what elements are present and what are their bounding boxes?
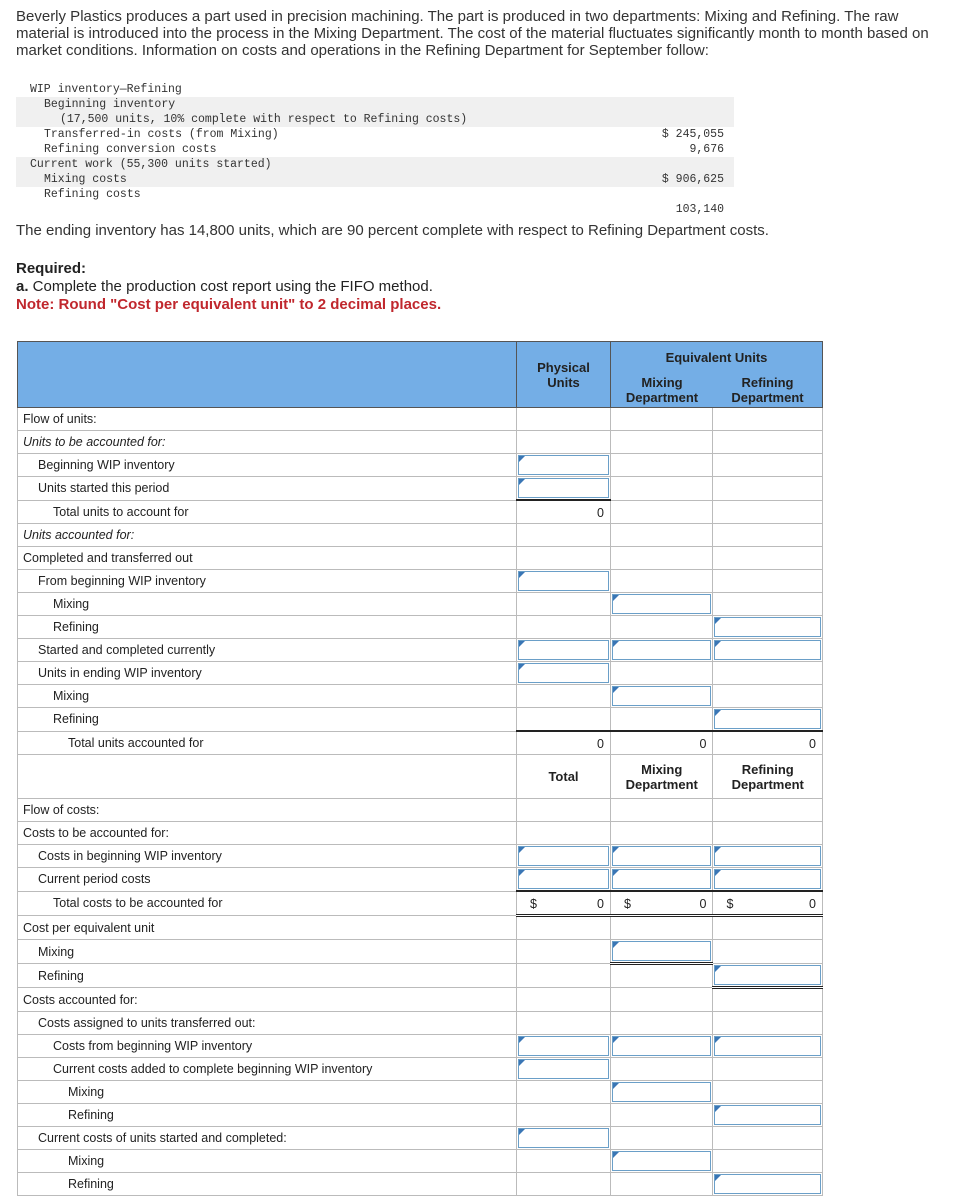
row-cpeu-mixing: Mixing: [18, 940, 517, 964]
row-costs-assigned: Costs assigned to units transferred out:: [18, 1012, 517, 1035]
current-started-mixing-input[interactable]: [611, 1150, 713, 1173]
from-beg-refining-input[interactable]: [713, 616, 823, 639]
info-refining-costs-value: 103,140: [675, 203, 724, 216]
ending-wip-physical-input[interactable]: [517, 662, 611, 685]
row-units-ending-wip: Units in ending WIP inventory: [18, 662, 517, 685]
total-units-accounted-mixing: 0: [611, 731, 713, 755]
info-transferred-in-value: $ 245,055: [661, 128, 724, 141]
started-completed-mixing-input[interactable]: [611, 639, 713, 662]
header-mixing-dept: Mixing Department: [625, 375, 699, 405]
wip-info-block: [16, 82, 734, 217]
units-started-physical-input[interactable]: [517, 477, 611, 501]
row-cpeu-refining: Refining: [18, 964, 517, 988]
row-costs-from-beg: Costs from beginning WIP inventory: [18, 1035, 517, 1058]
row-current-added: Current costs added to complete beginning WIP inventory: [18, 1058, 517, 1081]
row-costs-accounted: Costs accounted for:: [18, 988, 517, 1012]
from-beg-wip-physical-input[interactable]: [517, 570, 611, 593]
rounding-note: Note: Round "Cost per equivalent unit" to 2 decimal places.: [16, 296, 442, 313]
row-from-beg-refining: Refining: [18, 616, 517, 639]
part-a-letter: a.: [16, 278, 29, 295]
row-current-added-refining: Refining: [18, 1104, 517, 1127]
ending-wip-refining-input[interactable]: [713, 708, 823, 732]
started-completed-physical-input[interactable]: [517, 639, 611, 662]
current-added-refining-input[interactable]: [713, 1104, 823, 1127]
total-units-accounted-physical: 0: [517, 731, 611, 755]
started-completed-refining-input[interactable]: [713, 639, 823, 662]
total-units-physical: 0: [517, 500, 611, 524]
row-current-added-mixing: Mixing: [18, 1081, 517, 1104]
row-beg-wip: Beginning WIP inventory: [18, 454, 517, 477]
total-costs-refining: $ 0: [713, 891, 823, 916]
row-cost-per-eu: Cost per equivalent unit: [18, 916, 517, 940]
required-heading: Required:: [16, 260, 87, 277]
row-total-costs: Total costs to be accounted for: [18, 891, 517, 916]
row-units-started: Units started this period: [18, 477, 517, 501]
current-period-refining-input[interactable]: [713, 868, 823, 892]
row-completed-transferred: Completed and transferred out: [18, 547, 517, 570]
part-a-text: Complete the production cost report using the FIFO method.: [28, 278, 433, 295]
row-ending-mixing: Mixing: [18, 685, 517, 708]
costs-beg-wip-total-input[interactable]: [517, 845, 611, 868]
row-current-started: Current costs of units started and completed:: [18, 1127, 517, 1150]
costs-from-beg-refining-input[interactable]: [713, 1035, 823, 1058]
row-total-units-accounted: Total units accounted for: [18, 731, 517, 755]
subheader-mixing: Mixing Department: [611, 755, 713, 799]
row-from-beg-mixing: Mixing: [18, 593, 517, 616]
total-units-accounted-refining: 0: [713, 731, 823, 755]
ending-inventory-text: The ending inventory has 14,800 units, which are 90 percent complete with respect to Refining Department costs.: [16, 222, 769, 239]
current-added-mixing-input[interactable]: [611, 1081, 713, 1104]
row-costs-to-account: Costs to be accounted for:: [18, 822, 517, 845]
total-costs-total: $ 0: [517, 891, 611, 916]
header-equivalent-units: [611, 342, 823, 408]
info-refining-conv: Refining conversion costs: [44, 143, 217, 156]
current-period-total-input[interactable]: [517, 868, 611, 892]
row-flow-of-costs: Flow of costs:: [18, 799, 517, 822]
row-flow-of-units: Flow of units:: [18, 408, 517, 431]
header-refining-dept: Refining Department: [731, 375, 804, 405]
row-units-accounted: Units accounted for:: [18, 524, 517, 547]
info-transferred-in: Transferred-in costs (from Mixing): [44, 128, 279, 141]
row-from-beg-wip: From beginning WIP inventory: [18, 570, 517, 593]
info-beg-inv: Beginning inventory: [44, 98, 176, 111]
row-total-units-account: Total units to account for: [18, 500, 517, 524]
total-costs-mixing: $ 0: [611, 891, 713, 916]
info-refining-costs: Refining costs: [44, 188, 141, 201]
subheader-refining: Refining Department: [713, 755, 823, 799]
info-mixing-costs: Mixing costs: [44, 173, 127, 186]
row-ending-refining: Refining: [18, 708, 517, 732]
production-cost-report: [17, 341, 823, 1196]
beg-wip-physical-input[interactable]: [517, 454, 611, 477]
info-mixing-costs-value: $ 906,625: [661, 173, 724, 186]
current-started-refining-input[interactable]: [713, 1173, 823, 1196]
subheader-total: Total: [517, 755, 611, 799]
costs-from-beg-mixing-input[interactable]: [611, 1035, 713, 1058]
equiv-units-label: Equivalent Units: [665, 350, 768, 365]
required-block: [16, 260, 441, 314]
info-beg-units: (17,500 units, 10% complete with respect to Refining costs): [60, 113, 468, 126]
current-added-total-input[interactable]: [517, 1058, 611, 1081]
current-period-mixing-input[interactable]: [611, 868, 713, 892]
row-costs-beg-wip: Costs in beginning WIP inventory: [18, 845, 517, 868]
info-title: WIP inventory—Refining: [30, 83, 182, 96]
info-current-work: Current work (55,300 units started): [30, 158, 272, 171]
row-current-started-mixing: Mixing: [18, 1150, 517, 1173]
header-physical-units: Physical Units: [517, 342, 611, 408]
row-started-completed: Started and completed currently: [18, 639, 517, 662]
header-blank: [18, 342, 517, 408]
current-started-total-input[interactable]: [517, 1127, 611, 1150]
cpeu-refining-input[interactable]: [713, 964, 823, 988]
problem-intro: Beverly Plastics produces a part used in precision machining. The part is produced in two departments: Mixing and Refining. The raw material is introduced into the process in the Mixing Department. The cost of the material fluctuates significantly month to month based on market conditions. Information on costs and operations in the Refining Department for September follow:: [16, 8, 929, 59]
costs-beg-wip-mixing-input[interactable]: [611, 845, 713, 868]
cpeu-mixing-input[interactable]: [611, 940, 713, 964]
ending-wip-mixing-input[interactable]: [611, 685, 713, 708]
row-current-started-refining: Refining: [18, 1173, 517, 1196]
costs-beg-wip-refining-input[interactable]: [713, 845, 823, 868]
row-units-to-account: Units to be accounted for:: [18, 431, 517, 454]
costs-from-beg-total-input[interactable]: [517, 1035, 611, 1058]
row-current-period: Current period costs: [18, 868, 517, 892]
from-beg-mixing-input[interactable]: [611, 593, 713, 616]
info-refining-conv-value: 9,676: [689, 143, 724, 156]
